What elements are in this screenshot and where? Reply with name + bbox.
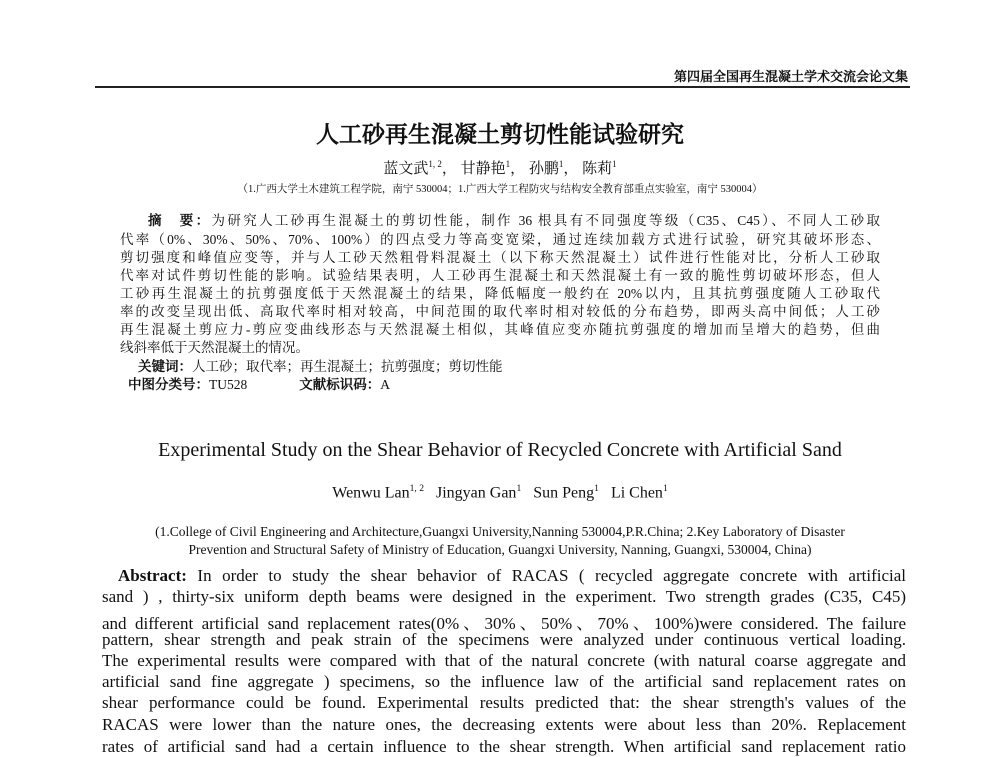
en-title: Experimental Study on the Shear Behavior of Recycled Concrete with Artificial Sand [158,439,842,461]
en-abstract-label: Abstract: [118,566,187,585]
author: 蓝文武 [383,161,429,177]
cn-title: 人工砂再生混凝土剪切性能试验研究 [316,122,684,148]
en-abstract-line: and different artificial sand replacement rates(0%、30%、50%、70%、100%)were considered. The failure [102,614,906,633]
cn-abstract-label: 摘 要： [148,213,212,228]
author-aff: 1 [505,159,511,169]
author: 甘静艳 [460,161,506,177]
clc: TU528 [209,377,248,392]
author: 孙鹏 [528,161,559,177]
en-abstract-line: pattern, shear strength and peak strain of the specimens were analyzed under continuous vertical loading. [102,630,906,649]
author-aff: 1 [516,483,522,494]
author: Li Chen [610,484,663,502]
author-aff: 1, 2 [428,159,442,169]
author: Sun Peng [533,484,595,502]
en-affiliation-line: Prevention and Structural Safety of Ministry of Education, Guangxi University, Nanning, Guangxi, 530004, China) [188,542,812,557]
en-abstract-line: The experimental results were compared with that of the natural concrete (with natural coarse aggregate and [102,651,906,670]
en-abstract-line: RACAS were lower than the nature ones, the decreasing extents were about less than 20%. Replacement [102,715,906,734]
cn-abstract-line: 代率（0%、30%、50%、70%、100%）的四点受力等高变宽梁，通过连续加载方式进行试验，研究其破坏形态、 [120,232,880,247]
en-abstract-line: sand ) , thirty-six uniform depth beams were designed in the experiment. Two strength grades (C35, C45) [102,587,906,606]
clc-label: 中图分类号： [128,377,209,392]
cn-abstract-line: 线斜率低于天然混凝土的情况。 [120,340,309,355]
en-authors [0,483,1000,502]
header-rule [95,86,910,88]
cn-abstract-line: 再生混凝土剪应力-剪应变曲线形态与天然混凝土相似，其峰值应变亦随抗剪强度的增加而呈增大的趋势，但曲 [120,322,880,337]
doc-code: A [380,377,390,392]
en-abstract-line: rates of artificial sand had a certain influence to the shear strength. When artificial sand replacement ratio [102,737,906,756]
cn-abstract-line: 代率对试件剪切性能的影响。试验结果表明，人工砂再生混凝土和天然混凝土有一致的脆性剪切破坏形态，但人 [120,268,880,283]
cn-affiliation: （1.广西大学土木建筑工程学院，南宁 530004；1.广西大学工程防灾与结构安全教育部重点实验室，南宁 530004） [237,184,763,195]
cn-abstract-line: 剪切强度和峰值应变等，并与人工砂天然粗骨料混凝土（以下称天然混凝土）试件进行性能对比，分析人工砂取 [120,250,880,265]
author-aff: 1 [558,159,564,169]
author-aff: 1, 2 [409,483,424,494]
cn-classification [128,373,888,393]
author-aff: 1 [612,159,617,169]
author: Wenwu Lan [332,484,410,502]
cn-abstract-line: 率的改变呈现出低、高取代率时相对较高，中间范围的取代率时相对较低的分布趋势，即两头高中间低；人工砂 [120,304,880,319]
en-abstract-line: Abstract: In order to study the shear behavior of RACAS ( recycled aggregate concrete with artificial [118,566,906,585]
author: Jingyan Gan [436,484,517,502]
en-abstract-line: shear performance could be found. Experimental results predicted that: the shear strength's values of the [102,693,906,712]
running-header: 第四届全国再生混凝土学术交流会论文集 [673,70,908,85]
en-abstract-line: artificial sand fine aggregate ) specimens, so the influence law of the artificial sand replacement rates on [102,672,906,691]
cn-authors: 蓝文武$^{1, 2}$， 甘静艳$^1$， 孙鹏$^1$， 陈莉$^1$ [383,159,617,177]
cn-abstract-line: 工砂再生混凝土的抗剪强度低于天然混凝土的结果，降低幅度一般约在 20%以内，且其抗剪强度随人工砂取代 [120,286,880,301]
keywords: 人工砂；取代率；再生混凝土；抗剪强度；剪切性能 [192,359,503,374]
en-affiliation-line: (1.College of Civil Engineering and Architecture,Guangxi University,Nanning 530004,P.R.China; 2.Key Laboratory of Disaster [155,524,845,539]
author: 陈莉 [582,161,613,177]
author-aff: 1 [662,483,668,494]
author-aff: 1 [594,483,599,494]
cn-keywords [138,355,898,375]
keywords-label: 关键词： [138,359,192,374]
cn-abstract-line: 摘 要：为研究人工砂再生混凝土的剪切性能，制作 36 根具有不同强度等级（C35、C45）、不同人工砂取 [148,213,880,228]
doc-code-label: 文献标识码： [299,377,381,392]
